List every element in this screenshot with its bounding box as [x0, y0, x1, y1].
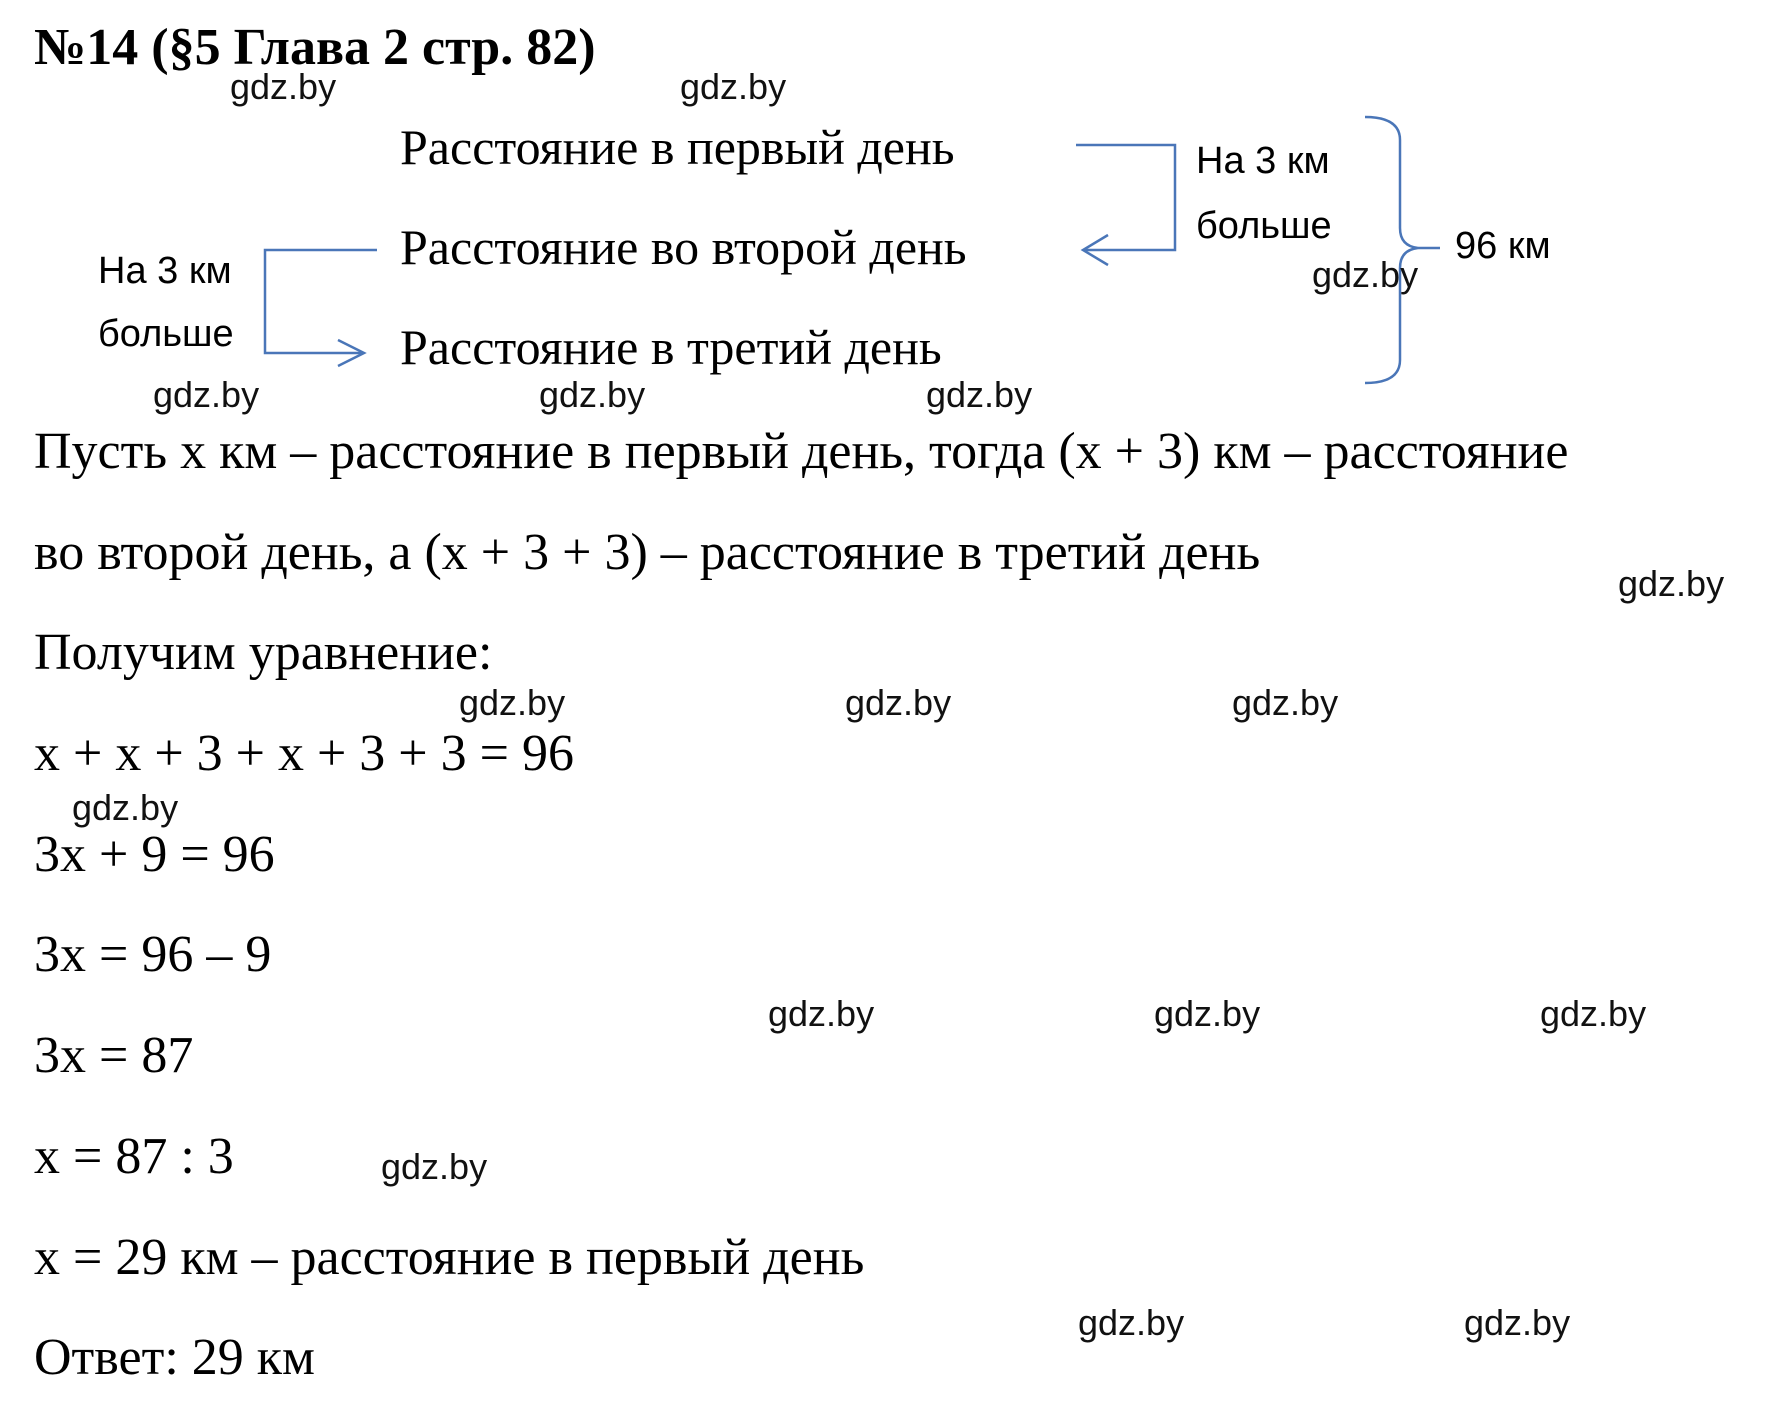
equation-2: 3x + 9 = 96	[34, 826, 275, 883]
equation-4: 3x = 87	[34, 1027, 194, 1084]
watermark: gdz.by	[1540, 993, 1647, 1034]
equation-3: 3x = 96 – 9	[34, 926, 272, 983]
equation-6: x = 29 км – расстояние в первый день	[34, 1229, 865, 1286]
watermark: gdz.by	[381, 1146, 488, 1187]
watermark: gdz.by	[1312, 254, 1419, 295]
watermark: gdz.by	[1154, 993, 1261, 1034]
page-title: №14 (§5 Глава 2 стр. 82)	[34, 19, 596, 76]
watermark: gdz.by	[845, 682, 952, 723]
watermark: gdz.by	[1618, 563, 1725, 604]
equation-1: x + x + 3 + x + 3 + 3 = 96	[34, 725, 574, 782]
watermark: gdz.by	[1464, 1302, 1571, 1343]
right-more-line2: больше	[1196, 205, 1332, 247]
solution-line2: во второй день, а (x + 3 + 3) – расстояние в третий день	[34, 524, 1261, 581]
watermark: gdz.by	[539, 374, 646, 415]
watermark: gdz.by	[926, 374, 1033, 415]
watermark: gdz.by	[153, 374, 260, 415]
watermark: gdz.by	[680, 66, 787, 107]
equation-5: x = 87 : 3	[34, 1128, 234, 1185]
watermark: gdz.by	[72, 787, 179, 828]
solution-line3: Получим уравнение:	[34, 624, 493, 681]
arrow-day1-to-day2	[1076, 145, 1175, 250]
left-more-line2: больше	[98, 313, 234, 355]
total-label: 96 км	[1455, 225, 1551, 267]
total-brace	[1365, 117, 1418, 383]
watermark: gdz.by	[1232, 682, 1339, 723]
right-more-line1: На 3 км	[1196, 140, 1330, 182]
watermark: gdz.by	[230, 66, 337, 107]
watermark: gdz.by	[768, 993, 875, 1034]
left-more-line1: На 3 км	[98, 250, 232, 292]
diagram-day1-label: Расстояние в первый день	[400, 119, 955, 175]
arrow-day2-to-day3	[265, 250, 377, 353]
watermark: gdz.by	[1078, 1302, 1185, 1343]
diagram-day3-label: Расстояние в третий день	[400, 319, 942, 375]
answer: Ответ: 29 км	[34, 1329, 315, 1386]
diagram-day2-label: Расстояние во второй день	[400, 219, 967, 275]
watermark: gdz.by	[459, 682, 566, 723]
solution-line1: Пусть x км – расстояние в первый день, тогда (x + 3) км – расстояние	[34, 423, 1569, 480]
